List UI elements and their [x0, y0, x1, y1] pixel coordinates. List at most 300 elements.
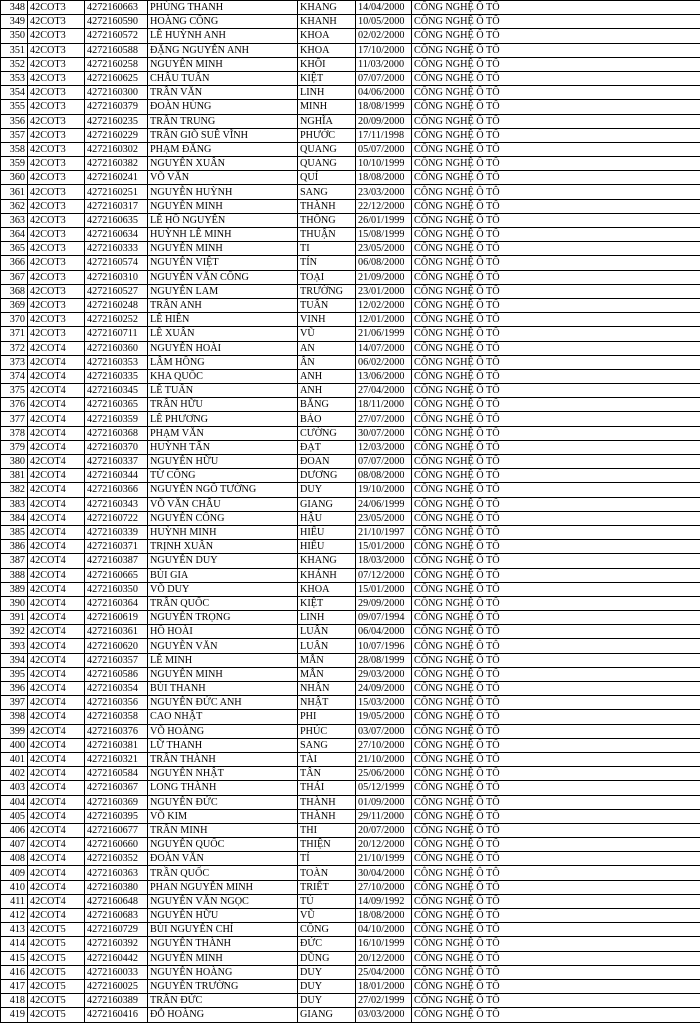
surname-middle-name-cell: NGUYỄN XUÂN: [148, 157, 298, 171]
student-id-cell: 4272160619: [85, 611, 148, 625]
given-name-cell: QUÍ: [298, 171, 356, 185]
row-number-cell: 351: [1, 43, 28, 57]
major-cell: CÔNG NGHỆ Ô TÔ: [412, 355, 700, 369]
birth-date-cell: 15/08/1999: [356, 228, 412, 242]
student-id-cell: 4272160353: [85, 355, 148, 369]
class-code-cell: 42COT4: [28, 625, 85, 639]
class-code-cell: 42COT4: [28, 852, 85, 866]
student-id-cell: 4272160258: [85, 57, 148, 71]
row-number-cell: 391: [1, 611, 28, 625]
student-id-cell: 4272160333: [85, 242, 148, 256]
major-cell: CÔNG NGHỆ Ô TÔ: [412, 15, 700, 29]
major-cell: CÔNG NGHỆ Ô TÔ: [412, 823, 700, 837]
surname-middle-name-cell: BÙI GIA: [148, 568, 298, 582]
row-number-cell: 419: [1, 1008, 28, 1022]
birth-date-cell: 23/01/2000: [356, 284, 412, 298]
given-name-cell: CƯỜNG: [298, 426, 356, 440]
given-name-cell: BẰNG: [298, 398, 356, 412]
surname-middle-name-cell: NGUYỄN VĂN CÔNG: [148, 270, 298, 284]
table-row: [1, 667, 700, 681]
row-number-cell: 398: [1, 710, 28, 724]
class-code-cell: 42COT5: [28, 951, 85, 965]
table-row: [1, 242, 700, 256]
surname-middle-name-cell: HOÀNG CÔNG: [148, 15, 298, 29]
major-cell: CÔNG NGHỆ Ô TÔ: [412, 596, 700, 610]
major-cell: CÔNG NGHỆ Ô TÔ: [412, 511, 700, 525]
table-row: [1, 426, 700, 440]
row-number-cell: 375: [1, 384, 28, 398]
class-code-cell: 42COT5: [28, 923, 85, 937]
birth-date-cell: 21/10/1999: [356, 852, 412, 866]
table-row: [1, 43, 700, 57]
table-row: [1, 256, 700, 270]
birth-date-cell: 27/04/2000: [356, 384, 412, 398]
table-row: [1, 611, 700, 625]
row-number-cell: 369: [1, 298, 28, 312]
major-cell: CÔNG NGHỆ Ô TÔ: [412, 114, 700, 128]
student-id-cell: 4272160722: [85, 511, 148, 525]
student-id-cell: 4272160584: [85, 767, 148, 781]
class-code-cell: 42COT3: [28, 228, 85, 242]
birth-date-cell: 06/02/2000: [356, 355, 412, 369]
student-id-cell: 4272160376: [85, 724, 148, 738]
table-row: [1, 384, 700, 398]
student-id-cell: 4272160367: [85, 781, 148, 795]
row-number-cell: 406: [1, 823, 28, 837]
birth-date-cell: 29/03/2000: [356, 667, 412, 681]
class-code-cell: 42COT4: [28, 653, 85, 667]
birth-date-cell: 27/10/2000: [356, 738, 412, 752]
major-cell: CÔNG NGHỆ Ô TÔ: [412, 724, 700, 738]
row-number-cell: 370: [1, 313, 28, 327]
major-cell: CÔNG NGHỆ Ô TÔ: [412, 767, 700, 781]
given-name-cell: HẬU: [298, 511, 356, 525]
birth-date-cell: 19/10/2000: [356, 483, 412, 497]
birth-date-cell: 18/01/2000: [356, 979, 412, 993]
major-cell: CÔNG NGHỆ Ô TÔ: [412, 568, 700, 582]
given-name-cell: TUẤN: [298, 298, 356, 312]
row-number-cell: 402: [1, 767, 28, 781]
given-name-cell: PHÚC: [298, 724, 356, 738]
class-code-cell: 42COT4: [28, 909, 85, 923]
row-number-cell: 401: [1, 752, 28, 766]
class-code-cell: 42COT4: [28, 738, 85, 752]
row-number-cell: 394: [1, 653, 28, 667]
class-code-cell: 42COT4: [28, 611, 85, 625]
birth-date-cell: 25/06/2000: [356, 767, 412, 781]
student-id-cell: 4272160248: [85, 298, 148, 312]
class-code-cell: 42COT3: [28, 313, 85, 327]
student-id-cell: 4272160588: [85, 43, 148, 57]
given-name-cell: TRIẾT: [298, 880, 356, 894]
major-cell: CÔNG NGHỆ Ô TÔ: [412, 852, 700, 866]
row-number-cell: 414: [1, 937, 28, 951]
given-name-cell: ĐỨC: [298, 937, 356, 951]
table-row: [1, 213, 700, 227]
given-name-cell: DUY: [298, 965, 356, 979]
given-name-cell: KHANG: [298, 1, 356, 15]
row-number-cell: 371: [1, 327, 28, 341]
table-row: [1, 682, 700, 696]
surname-middle-name-cell: LÊ HỒ NGUYÊN: [148, 213, 298, 227]
major-cell: CÔNG NGHỆ Ô TÔ: [412, 341, 700, 355]
birth-date-cell: 17/10/2000: [356, 43, 412, 57]
row-number-cell: 385: [1, 525, 28, 539]
surname-middle-name-cell: TRẦN MINH: [148, 823, 298, 837]
surname-middle-name-cell: NGUYỄN DUY: [148, 554, 298, 568]
birth-date-cell: 22/12/2000: [356, 199, 412, 213]
surname-middle-name-cell: BÙI NGUYỄN CHÍ: [148, 923, 298, 937]
birth-date-cell: 12/03/2000: [356, 440, 412, 454]
surname-middle-name-cell: NGUYỄN HOÀNG: [148, 965, 298, 979]
birth-date-cell: 07/12/2000: [356, 568, 412, 582]
given-name-cell: AN: [298, 341, 356, 355]
birth-date-cell: 18/11/2000: [356, 398, 412, 412]
class-code-cell: 42COT3: [28, 86, 85, 100]
surname-middle-name-cell: NGUYỄN MINH: [148, 951, 298, 965]
student-id-cell: 4272160379: [85, 100, 148, 114]
birth-date-cell: 15/03/2000: [356, 696, 412, 710]
surname-middle-name-cell: TRỊNH XUÂN: [148, 540, 298, 554]
student-id-cell: 4272160321: [85, 752, 148, 766]
class-code-cell: 42COT3: [28, 213, 85, 227]
surname-middle-name-cell: NGUYỄN ĐỨC: [148, 795, 298, 809]
student-id-cell: 4272160241: [85, 171, 148, 185]
surname-middle-name-cell: TRẦN THÀNH: [148, 752, 298, 766]
surname-middle-name-cell: TRẦN QUỐC: [148, 596, 298, 610]
major-cell: CÔNG NGHỆ Ô TÔ: [412, 937, 700, 951]
class-code-cell: 42COT4: [28, 398, 85, 412]
birth-date-cell: 10/07/1996: [356, 639, 412, 653]
given-name-cell: THÀNH: [298, 199, 356, 213]
student-id-cell: 4272160635: [85, 213, 148, 227]
row-number-cell: 356: [1, 114, 28, 128]
given-name-cell: KHANH: [298, 15, 356, 29]
major-cell: CÔNG NGHỆ Ô TÔ: [412, 242, 700, 256]
birth-date-cell: 18/08/1999: [356, 100, 412, 114]
row-number-cell: 383: [1, 497, 28, 511]
given-name-cell: MẪN: [298, 667, 356, 681]
student-id-cell: 4272160369: [85, 795, 148, 809]
student-id-cell: 4272160310: [85, 270, 148, 284]
student-id-cell: 4272160364: [85, 596, 148, 610]
birth-date-cell: 18/08/2000: [356, 909, 412, 923]
surname-middle-name-cell: HỒ HOÀI: [148, 625, 298, 639]
class-code-cell: 42COT3: [28, 15, 85, 29]
surname-middle-name-cell: NGUYỄN MINH: [148, 667, 298, 681]
given-name-cell: LINH: [298, 86, 356, 100]
surname-middle-name-cell: NGUYỄN HỮU: [148, 455, 298, 469]
student-id-cell: 4272160634: [85, 228, 148, 242]
given-name-cell: LUÂN: [298, 625, 356, 639]
surname-middle-name-cell: LÊ PHƯƠNG: [148, 412, 298, 426]
class-code-cell: 42COT3: [28, 284, 85, 298]
birth-date-cell: 21/10/2000: [356, 752, 412, 766]
given-name-cell: GIANG: [298, 497, 356, 511]
student-id-cell: 4272160382: [85, 157, 148, 171]
given-name-cell: DŨNG: [298, 951, 356, 965]
student-id-cell: 4272160380: [85, 880, 148, 894]
major-cell: CÔNG NGHỆ Ô TÔ: [412, 384, 700, 398]
given-name-cell: SANG: [298, 738, 356, 752]
student-id-cell: 4272160302: [85, 142, 148, 156]
student-id-cell: 4272160368: [85, 426, 148, 440]
major-cell: CÔNG NGHỆ Ô TÔ: [412, 540, 700, 554]
major-cell: CÔNG NGHỆ Ô TÔ: [412, 894, 700, 908]
class-code-cell: 42COT4: [28, 341, 85, 355]
major-cell: CÔNG NGHỆ Ô TÔ: [412, 965, 700, 979]
birth-date-cell: 23/05/2000: [356, 511, 412, 525]
birth-date-cell: 08/08/2000: [356, 469, 412, 483]
major-cell: CÔNG NGHỆ Ô TÔ: [412, 639, 700, 653]
given-name-cell: NHẬT: [298, 696, 356, 710]
birth-date-cell: 20/09/2000: [356, 114, 412, 128]
class-code-cell: 42COT3: [28, 43, 85, 57]
major-cell: CÔNG NGHỆ Ô TÔ: [412, 213, 700, 227]
given-name-cell: KIỆT: [298, 71, 356, 85]
major-cell: CÔNG NGHỆ Ô TÔ: [412, 483, 700, 497]
class-code-cell: 42COT4: [28, 412, 85, 426]
surname-middle-name-cell: CAO NHẬT: [148, 710, 298, 724]
class-code-cell: 42COT3: [28, 327, 85, 341]
student-id-cell: 4272160395: [85, 809, 148, 823]
student-id-cell: 4272160620: [85, 639, 148, 653]
row-number-cell: 403: [1, 781, 28, 795]
surname-middle-name-cell: NGUYỄN NHẬT: [148, 767, 298, 781]
row-number-cell: 395: [1, 667, 28, 681]
birth-date-cell: 07/07/2000: [356, 71, 412, 85]
table-row: [1, 15, 700, 29]
major-cell: CÔNG NGHỆ Ô TÔ: [412, 157, 700, 171]
table-row: [1, 894, 700, 908]
table-row: [1, 483, 700, 497]
given-name-cell: ANH: [298, 369, 356, 383]
birth-date-cell: 14/04/2000: [356, 1, 412, 15]
surname-middle-name-cell: PHẠM ĐĂNG: [148, 142, 298, 156]
row-number-cell: 393: [1, 639, 28, 653]
table-row: [1, 937, 700, 951]
table-row: [1, 57, 700, 71]
surname-middle-name-cell: LÊ TUẤN: [148, 384, 298, 398]
major-cell: CÔNG NGHỆ Ô TÔ: [412, 128, 700, 142]
given-name-cell: TÂN: [298, 767, 356, 781]
class-code-cell: 42COT4: [28, 554, 85, 568]
birth-date-cell: 05/12/1999: [356, 781, 412, 795]
major-cell: CÔNG NGHỆ Ô TÔ: [412, 497, 700, 511]
class-code-cell: 42COT3: [28, 142, 85, 156]
major-cell: CÔNG NGHỆ Ô TÔ: [412, 554, 700, 568]
major-cell: CÔNG NGHỆ Ô TÔ: [412, 199, 700, 213]
table-row: [1, 710, 700, 724]
row-number-cell: 396: [1, 682, 28, 696]
table-row: [1, 71, 700, 85]
row-number-cell: 416: [1, 965, 28, 979]
class-code-cell: 42COT4: [28, 696, 85, 710]
given-name-cell: GIANG: [298, 1008, 356, 1022]
birth-date-cell: 29/09/2000: [356, 596, 412, 610]
row-number-cell: 389: [1, 582, 28, 596]
student-id-cell: 4272160442: [85, 951, 148, 965]
surname-middle-name-cell: NGUYỄN VĂN NGỌC: [148, 894, 298, 908]
student-id-cell: 4272160339: [85, 525, 148, 539]
row-number-cell: 381: [1, 469, 28, 483]
row-number-cell: 372: [1, 341, 28, 355]
surname-middle-name-cell: NGUYỄN VIỆT: [148, 256, 298, 270]
given-name-cell: VŨ: [298, 909, 356, 923]
birth-date-cell: 25/04/2000: [356, 965, 412, 979]
surname-middle-name-cell: VÕ HOÀNG: [148, 724, 298, 738]
major-cell: CÔNG NGHỆ Ô TÔ: [412, 86, 700, 100]
given-name-cell: TOÀN: [298, 866, 356, 880]
student-id-cell: 4272160683: [85, 909, 148, 923]
class-code-cell: 42COT4: [28, 511, 85, 525]
surname-middle-name-cell: ĐỖ HOÀNG: [148, 1008, 298, 1022]
given-name-cell: NGHĨA: [298, 114, 356, 128]
student-id-cell: 4272160337: [85, 455, 148, 469]
surname-middle-name-cell: TRẦN VĂN: [148, 86, 298, 100]
class-code-cell: 42COT4: [28, 880, 85, 894]
class-code-cell: 42COT3: [28, 29, 85, 43]
table-row: [1, 540, 700, 554]
class-code-cell: 42COT4: [28, 710, 85, 724]
surname-middle-name-cell: NGUYỄN CÔNG: [148, 511, 298, 525]
student-id-cell: 4272160387: [85, 554, 148, 568]
row-number-cell: 412: [1, 909, 28, 923]
given-name-cell: DUY: [298, 483, 356, 497]
row-number-cell: 400: [1, 738, 28, 752]
major-cell: CÔNG NGHỆ Ô TÔ: [412, 100, 700, 114]
row-number-cell: 405: [1, 809, 28, 823]
surname-middle-name-cell: NGUYỄN HOÀI: [148, 341, 298, 355]
class-code-cell: 42COT4: [28, 582, 85, 596]
class-code-cell: 42COT3: [28, 128, 85, 142]
major-cell: CÔNG NGHỆ Ô TÔ: [412, 951, 700, 965]
given-name-cell: HIẾU: [298, 540, 356, 554]
surname-middle-name-cell: NGUYỄN ĐỨC ANH: [148, 696, 298, 710]
given-name-cell: THUẬN: [298, 228, 356, 242]
row-number-cell: 354: [1, 86, 28, 100]
given-name-cell: MINH: [298, 100, 356, 114]
given-name-cell: TÀI: [298, 752, 356, 766]
birth-date-cell: 24/06/1999: [356, 497, 412, 511]
student-id-cell: 4272160381: [85, 738, 148, 752]
table-row: [1, 228, 700, 242]
student-id-cell: 4272160229: [85, 128, 148, 142]
birth-date-cell: 02/02/2000: [356, 29, 412, 43]
given-name-cell: DƯƠNG: [298, 469, 356, 483]
major-cell: CÔNG NGHỆ Ô TÔ: [412, 880, 700, 894]
row-number-cell: 392: [1, 625, 28, 639]
table-row: [1, 185, 700, 199]
surname-middle-name-cell: NGUYỄN HUỲNH: [148, 185, 298, 199]
given-name-cell: ÂN: [298, 355, 356, 369]
given-name-cell: THÔNG: [298, 213, 356, 227]
row-number-cell: 357: [1, 128, 28, 142]
table-row: [1, 767, 700, 781]
major-cell: CÔNG NGHỆ Ô TÔ: [412, 611, 700, 625]
table-row: [1, 639, 700, 653]
surname-middle-name-cell: VÕ DUY: [148, 582, 298, 596]
student-id-cell: 4272160354: [85, 682, 148, 696]
class-code-cell: 42COT4: [28, 455, 85, 469]
table-row: [1, 809, 700, 823]
given-name-cell: KHOA: [298, 29, 356, 43]
given-name-cell: PHƯỚC: [298, 128, 356, 142]
birth-date-cell: 12/02/2000: [356, 298, 412, 312]
birth-date-cell: 04/06/2000: [356, 86, 412, 100]
birth-date-cell: 16/10/1999: [356, 937, 412, 951]
class-code-cell: 42COT4: [28, 639, 85, 653]
student-id-cell: 4272160677: [85, 823, 148, 837]
birth-date-cell: 20/07/2000: [356, 823, 412, 837]
class-code-cell: 42COT3: [28, 100, 85, 114]
birth-date-cell: 14/07/2000: [356, 341, 412, 355]
table-row: [1, 128, 700, 142]
major-cell: CÔNG NGHỆ Ô TÔ: [412, 738, 700, 752]
surname-middle-name-cell: LÂM HỒNG: [148, 355, 298, 369]
table-row: [1, 568, 700, 582]
given-name-cell: QUANG: [298, 157, 356, 171]
row-number-cell: 367: [1, 270, 28, 284]
birth-date-cell: 21/06/1999: [356, 327, 412, 341]
table-row: [1, 781, 700, 795]
row-number-cell: 360: [1, 171, 28, 185]
row-number-cell: 390: [1, 596, 28, 610]
given-name-cell: NHÂN: [298, 682, 356, 696]
class-code-cell: 42COT3: [28, 199, 85, 213]
class-code-cell: 42COT4: [28, 667, 85, 681]
row-number-cell: 410: [1, 880, 28, 894]
row-number-cell: 349: [1, 15, 28, 29]
class-code-cell: 42COT4: [28, 440, 85, 454]
row-number-cell: 366: [1, 256, 28, 270]
table-row: [1, 1, 700, 15]
surname-middle-name-cell: VÕ VĂN: [148, 171, 298, 185]
class-code-cell: 42COT3: [28, 171, 85, 185]
row-number-cell: 386: [1, 540, 28, 554]
major-cell: CÔNG NGHỆ Ô TÔ: [412, 426, 700, 440]
surname-middle-name-cell: ĐOÀN HÙNG: [148, 100, 298, 114]
class-code-cell: 42COT3: [28, 242, 85, 256]
birth-date-cell: 20/12/2000: [356, 951, 412, 965]
given-name-cell: ĐẠT: [298, 440, 356, 454]
surname-middle-name-cell: PHÙNG THANH: [148, 1, 298, 15]
surname-middle-name-cell: PHẠM VĂN: [148, 426, 298, 440]
row-number-cell: 374: [1, 369, 28, 383]
student-id-cell: 4272160361: [85, 625, 148, 639]
class-code-cell: 42COT4: [28, 894, 85, 908]
table-row: [1, 752, 700, 766]
birth-date-cell: 20/12/2000: [356, 838, 412, 852]
class-code-cell: 42COT5: [28, 979, 85, 993]
birth-date-cell: 23/05/2000: [356, 242, 412, 256]
student-id-cell: 4272160389: [85, 994, 148, 1008]
student-id-cell: 4272160366: [85, 483, 148, 497]
student-id-cell: 4272160033: [85, 965, 148, 979]
table-row: [1, 355, 700, 369]
class-code-cell: 42COT4: [28, 355, 85, 369]
given-name-cell: CÔNG: [298, 923, 356, 937]
student-id-cell: 4272160343: [85, 497, 148, 511]
student-id-cell: 4272160358: [85, 710, 148, 724]
given-name-cell: KHÁNH: [298, 568, 356, 582]
row-number-cell: 373: [1, 355, 28, 369]
student-id-cell: 4272160252: [85, 313, 148, 327]
major-cell: CÔNG NGHỆ Ô TÔ: [412, 29, 700, 43]
birth-date-cell: 04/10/2000: [356, 923, 412, 937]
given-name-cell: DUY: [298, 979, 356, 993]
class-code-cell: 42COT5: [28, 965, 85, 979]
